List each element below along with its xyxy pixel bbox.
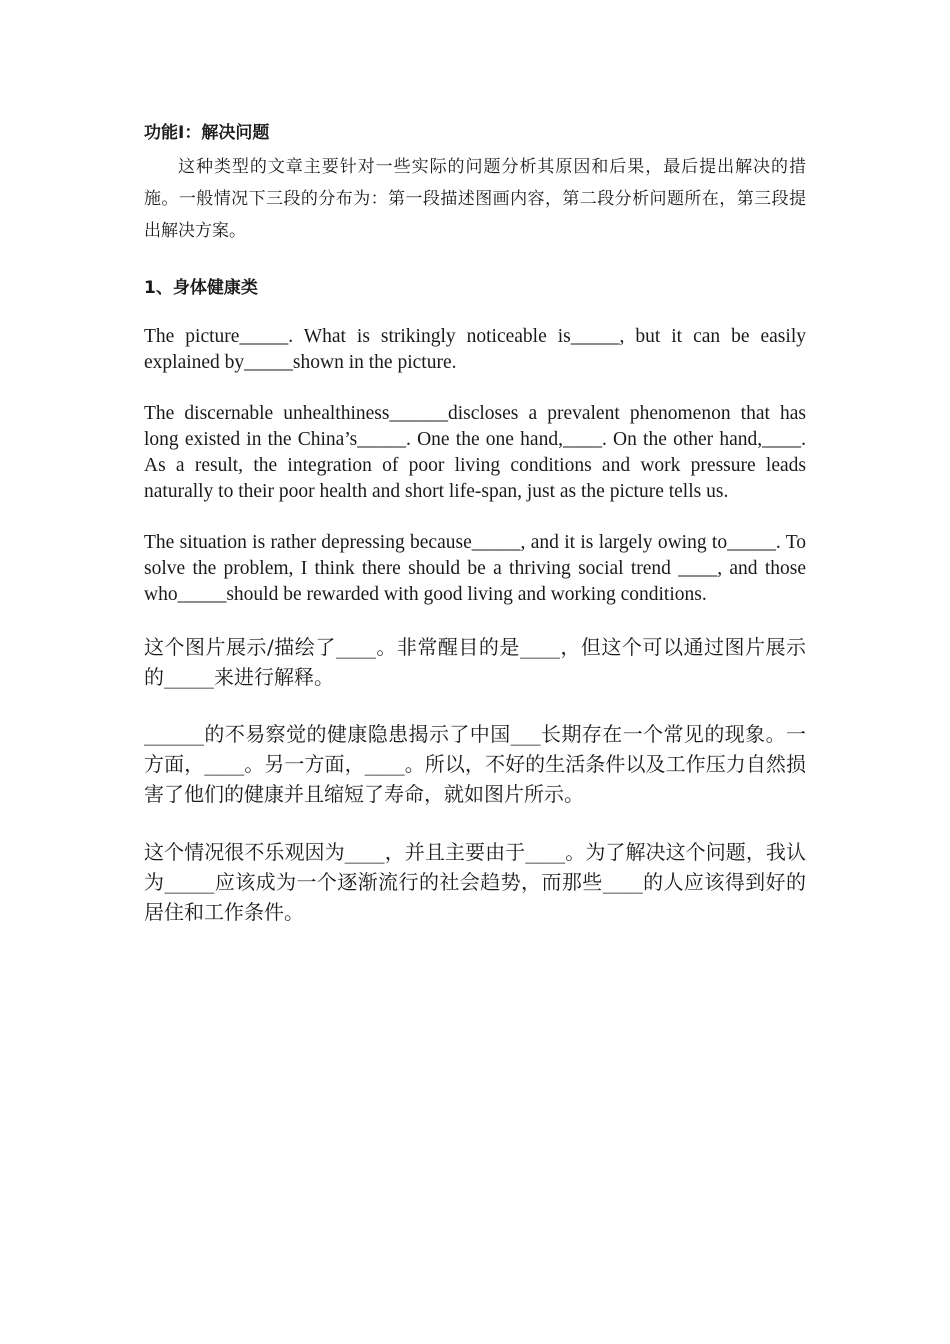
english-paragraph-3: The situation is rather depressing because_____, and it is largely owing to_____. To solve the problem, I think there should be a thriving social trend ____, and those who_____should be rewarded with good living and working conditions. [144,532,806,605]
english-paragraph-1: The picture_____. What is strikingly noticeable is_____, but it can be easily explained by_____shown in the picture. [144,326,806,373]
category-title: 1、身体健康类 [144,278,258,298]
section-title: 功能Ⅰ：解决问题 [144,123,270,143]
chinese-paragraph-2: ______的不易察觉的健康隐患揭示了中国___长期存在一个常见的现象。一方面，____。另一方面，____。所以，不好的生活条件以及工作压力自然损害了他们的健康并且缩短了寿命，就如图片所示。 [144,722,806,806]
chinese-paragraph-1: 这个图片展示/描绘了____。非常醒目的是____，但这个可以通过图片展示的_____来进行解释。 [144,635,806,689]
section-intro: 这种类型的文章主要针对一些实际的问题分析其原因和后果，最后提出解决的措施。一般情况下三段的分布为：第一段描述图画内容，第二段分析问题所在，第三段提出解决方案。 [144,157,806,241]
chinese-paragraph-3: 这个情况很不乐观因为____，并且主要由于____。为了解决这个问题，我认为_____应该成为一个逐渐流行的社会趋势，而那些____的人应该得到好的居住和工作条件。 [144,840,806,924]
english-paragraph-2: The discernable unhealthiness______discloses a prevalent phenomenon that has long existed in the China’s_____. One the one hand,____. On the other hand,____. As a result, the integration of poor living conditions and work pressure leads naturally to their poor health and short life-span, just as the picture tells us. [144,403,806,502]
document-body [144,120,806,927]
